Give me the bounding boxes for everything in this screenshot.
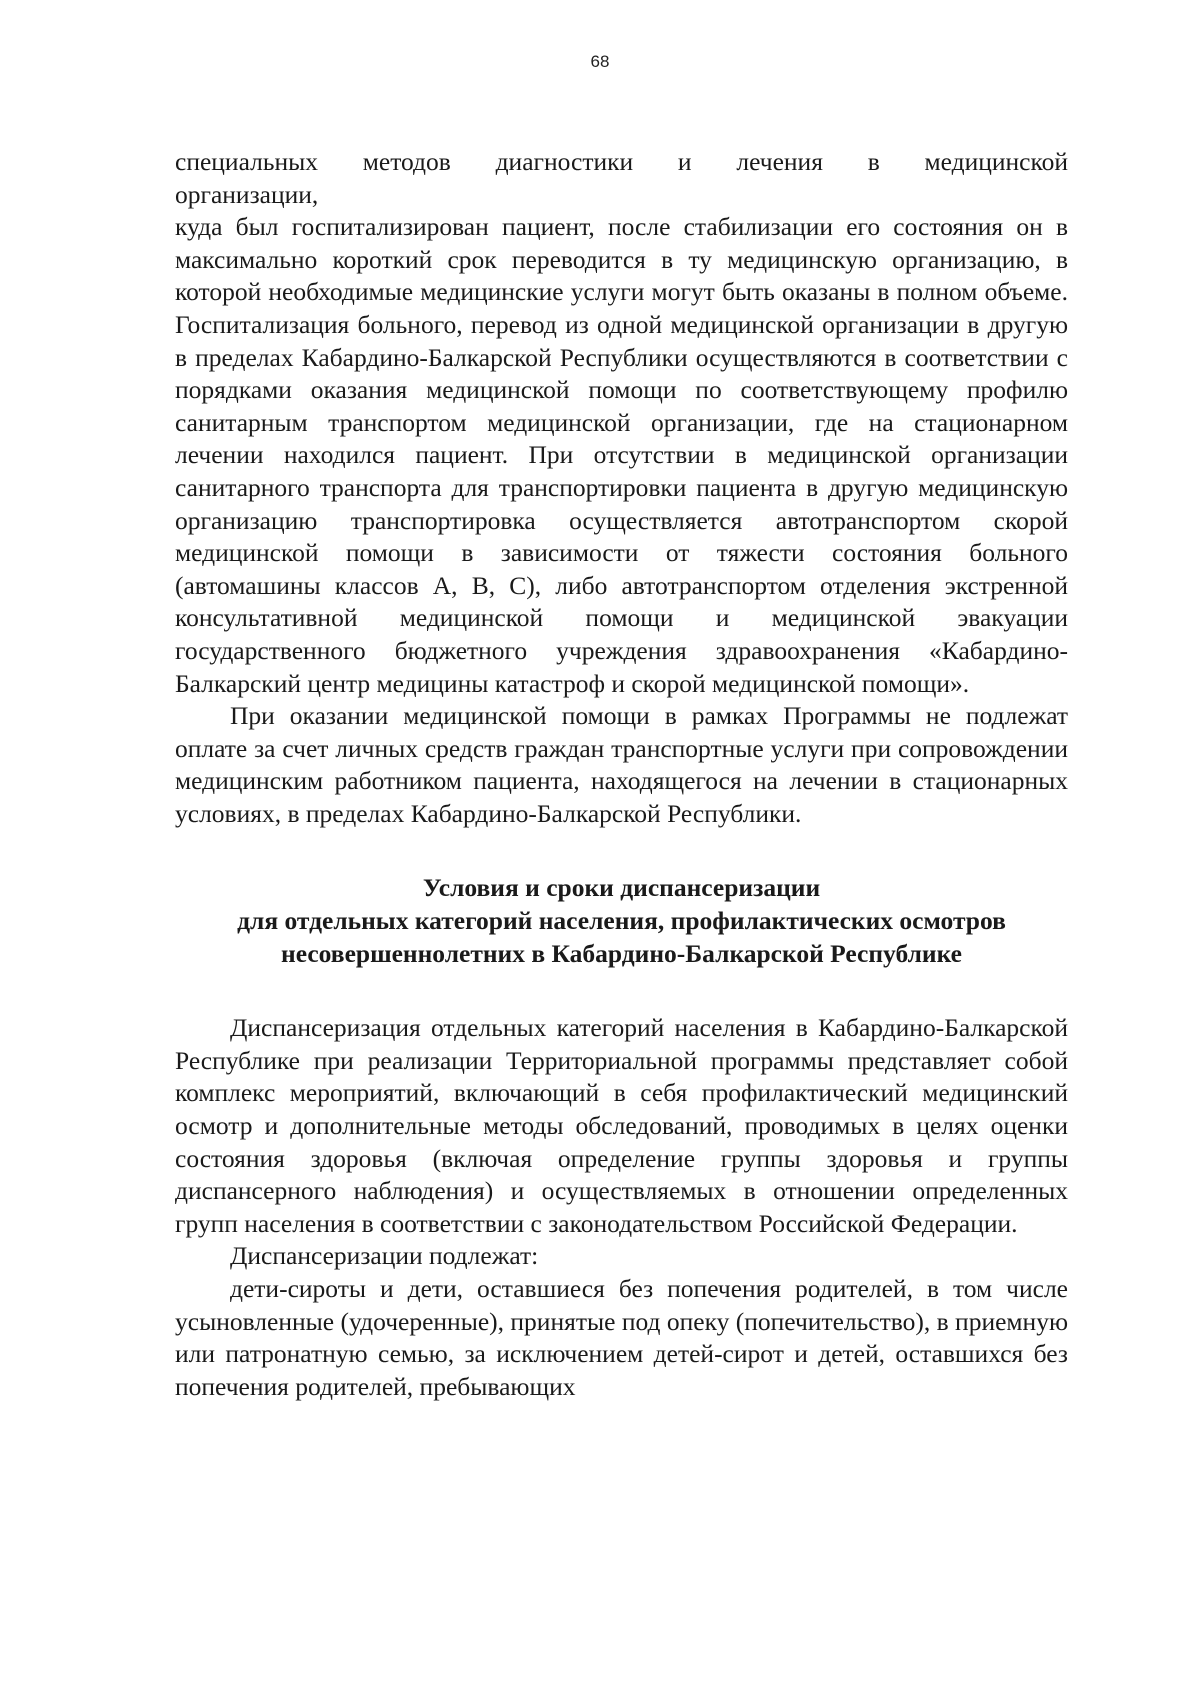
- heading-line: несовершеннолетних в Кабардино-Балкарской Республике: [281, 938, 962, 968]
- heading-line: для отдельных категорий населения, профилактических осмотров: [237, 906, 1006, 936]
- paragraph: Диспансеризация отдельных категорий населения в Кабардино-Балкарской Республике при реализации Территориальной программы представляет собой комплекс мероприятий, включающий в себя профилактический медицинский осмотр и дополнительные методы обследований, проводимых в целях оценки состояния здоровья (включая определение группы здоровья и группы диспансерного наблюдения) и осуществляемых в отношении определенных групп населения в соответствии с законодательством Российской Федерации.: [175, 1013, 1068, 1238]
- paragraph: При оказании медицинской помощи в рамках Программы не подлежат оплате за счет личных средств граждан транспортные услуги при сопровождении медицинским работником пациента, находящегося на лечении в стационарных условиях, в пределах Кабардино-Балкарской Республики.: [175, 701, 1068, 828]
- paragraph-line: специальных методов диагностики и лечения в медицинской: [175, 147, 1068, 176]
- heading-line: Условия и сроки диспансеризации: [422, 873, 821, 903]
- paragraph: дети-сироты и дети, оставшиеся без попечения родителей, в том числе усыновленные (удочеренные), принятые под опеку (попечительство), в приемную или патронатную семью, за исключением детей-сирот и детей, оставшихся без попечения родителей, пребывающих: [175, 1274, 1068, 1401]
- page-number: 68: [590, 52, 610, 71]
- paragraph-line: организации,: [175, 179, 319, 209]
- paragraph: Диспансеризации подлежат:: [230, 1241, 539, 1271]
- document-body: [175, 146, 1068, 1403]
- section-heading: [175, 872, 1068, 970]
- paragraph: куда был госпитализирован пациент, после стабилизации его состояния он в максимально короткий срок переводится в ту медицинскую организацию, в которой необходимые медицинские услуги могут быть оказаны в полном объеме. Госпитализация больного, перевод из одной медицинской организации в другую в пределах Кабардино-Балкарской Республики осуществляются в соответствии с порядками оказания медицинской помощи по соответствующему профилю санитарным транспортом медицинской организации, где на стационарном лечении находился пациент. При отсутствии в медицинской организации санитарного транспорта для транспортировки пациента в другую медицинскую организацию транспортировка осуществляется автотранспортом скорой медицинской помощи в зависимости от тяжести состояния больного (автомашины классов А, B, C), либо автотранспортом отделения экстренной консультативной медицинской помощи и медицинской эвакуации государственного бюджетного учреждения здравоохранения «Кабардино-Балкарский центр медицины катастроф и скорой медицинской помощи».: [175, 212, 1068, 698]
